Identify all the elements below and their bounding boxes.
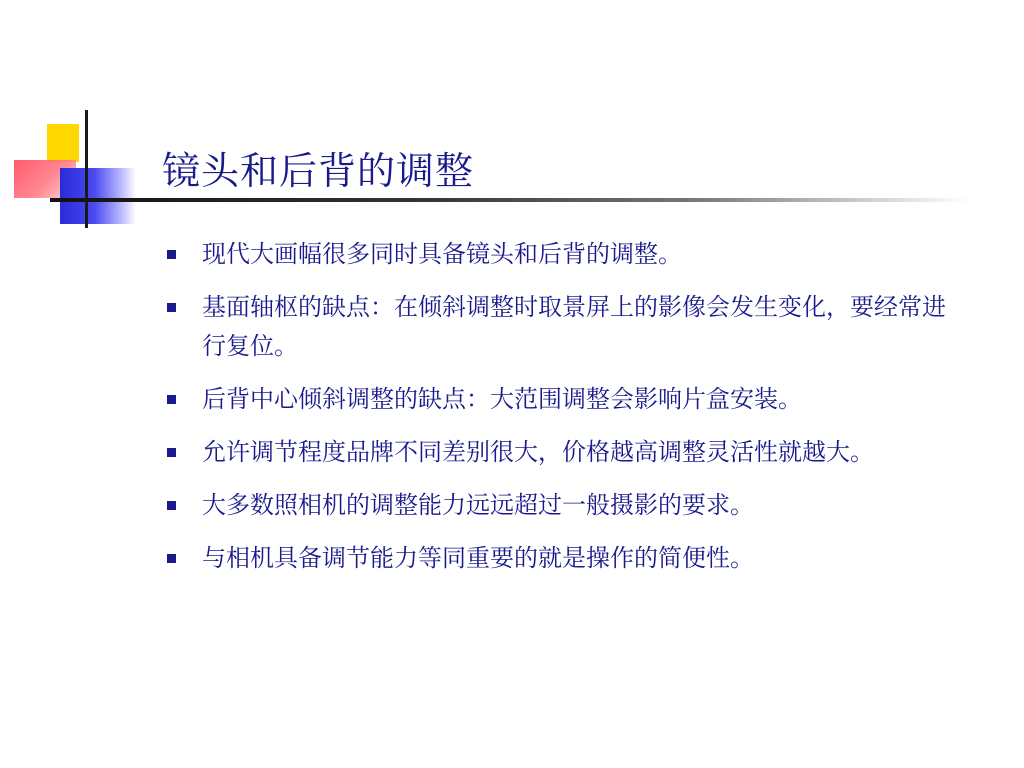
slide-title: 镜头和后背的调整 — [162, 149, 475, 193]
square-bullet-icon — [167, 303, 176, 312]
square-bullet-icon — [167, 448, 176, 457]
blue-square-decoration — [60, 168, 136, 224]
bullet-item — [160, 433, 960, 472]
bullet-text: 大多数照相机的调整能力远远超过一般摄影的要求。 — [202, 491, 754, 519]
vertical-line-decoration — [85, 110, 88, 228]
square-bullet-icon — [167, 250, 176, 259]
yellow-square-decoration — [47, 124, 79, 162]
bullet-text: 与相机具备调节能力等同重要的就是操作的简便性。 — [202, 544, 754, 572]
bullet-item — [160, 380, 960, 419]
bullet-text: 现代大画幅很多同时具备镜头和后背的调整。 — [202, 240, 682, 268]
square-bullet-icon — [167, 554, 176, 563]
square-bullet-icon — [167, 501, 176, 510]
decorative-logo — [0, 0, 200, 240]
bullet-item — [160, 235, 960, 274]
bullet-text: 基面轴枢的缺点：在倾斜调整时取景屏上的影像会发生变化，要经常进行复位。 — [202, 293, 946, 360]
bullet-item — [160, 288, 960, 366]
title-underline — [50, 198, 970, 202]
bullet-item — [160, 486, 960, 525]
bullet-list — [160, 235, 960, 592]
bullet-item — [160, 539, 960, 578]
bullet-text: 允许调节程度品牌不同差别很大，价格越高调整灵活性就越大。 — [202, 438, 874, 466]
bullet-text: 后背中心倾斜调整的缺点：大范围调整会影响片盒安装。 — [202, 385, 802, 413]
square-bullet-icon — [167, 395, 176, 404]
